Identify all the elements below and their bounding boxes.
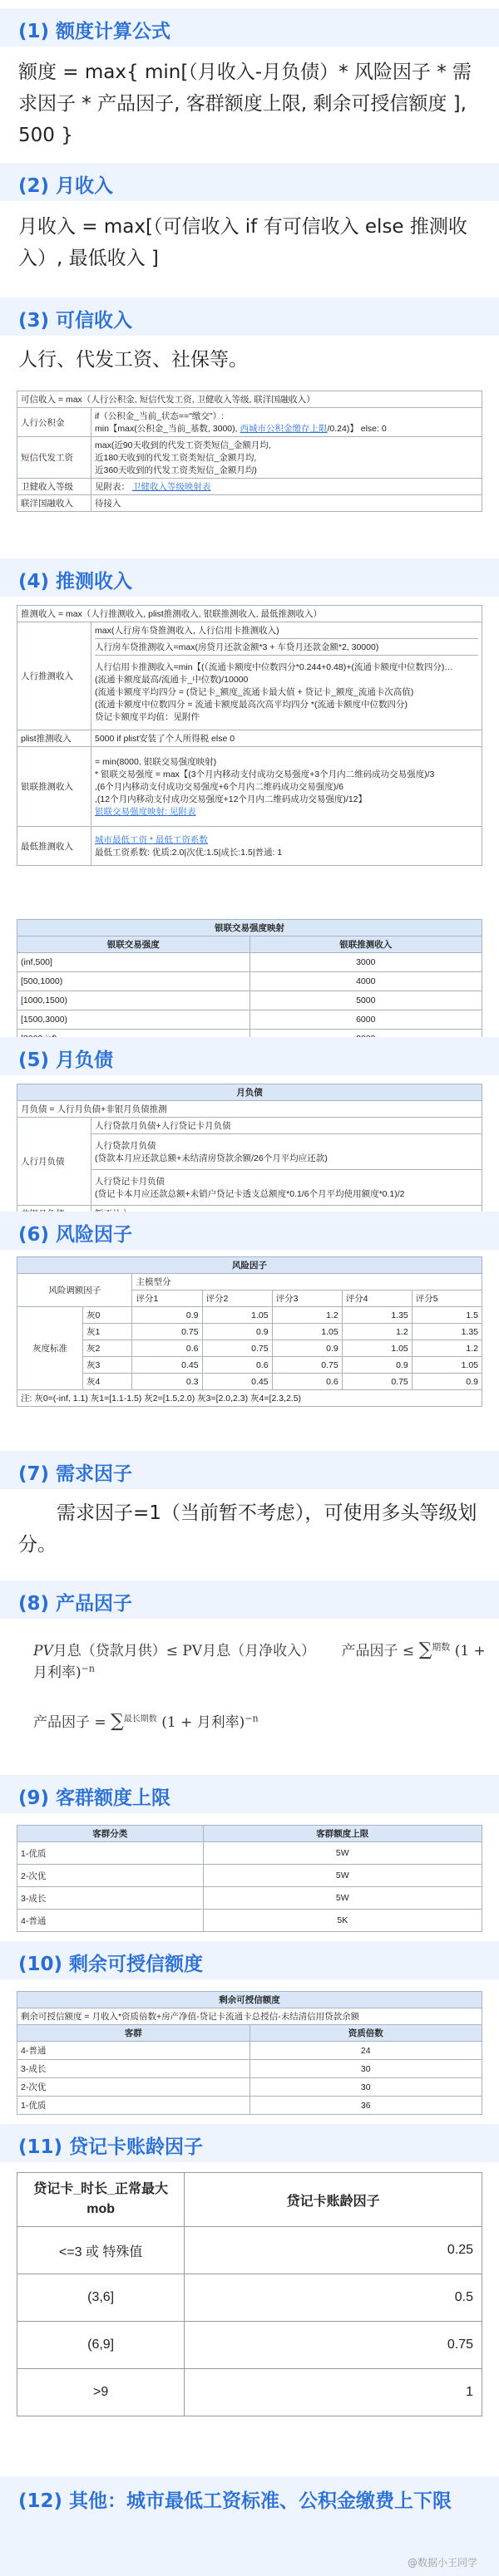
term: 月息（月净收入） — [202, 1643, 316, 1659]
col-header: 评分1 — [132, 1290, 202, 1307]
term: 期数 — [432, 1641, 451, 1653]
cell: 0.9 — [132, 1307, 202, 1324]
cell: 3000 — [250, 953, 482, 972]
cell: 1.5 — [412, 1307, 482, 1324]
cell: 0.9 — [342, 1357, 412, 1374]
section-header-3 — [0, 297, 499, 336]
row-value — [91, 622, 482, 730]
table-title: 剩余可授信额度 — [17, 1992, 482, 2008]
cell: 5K — [203, 1910, 482, 1932]
term: 月息（贷款月供）≤ PV — [52, 1643, 203, 1659]
col-header: 评分5 — [412, 1290, 482, 1307]
table-title: 月负债 — [17, 1084, 482, 1101]
col-header: 资质倍数 — [250, 2025, 482, 2042]
row-value — [91, 1134, 482, 1170]
row-key: 灰1 — [83, 1324, 132, 1340]
cell: 4-普通 — [17, 2042, 250, 2060]
line: 贷记卡额度平均值：见附件 — [95, 712, 200, 722]
col-header: 客群分类 — [17, 1826, 204, 1842]
section-title-3: (3) 可信收入 — [18, 310, 133, 332]
cell: 1 — [185, 2369, 482, 2416]
product-factor-formula-2: 产品因子 = ∑$^{最长期数}$ (1 + 月利率)$^{-n}$ — [33, 1711, 259, 1732]
row-group: 灰度标准 — [17, 1307, 83, 1390]
provident-fund-limit-link[interactable]: 西城市公积金缴存上限 — [240, 424, 328, 434]
term: (1 + 月利率) — [161, 1714, 245, 1731]
section-header-8 — [0, 1581, 499, 1619]
cell: 0.9 — [272, 1340, 342, 1357]
section-title-12: (12) 其他：城市最低工资标准、公积金缴费上下限 — [18, 2490, 452, 2512]
line: (流通卡额度中位数四分 = 流通卡额度最高次高平均四分 *(流通卡额度中位数四分) — [95, 700, 408, 710]
cell: 0.6 — [202, 1357, 272, 1374]
col-header: 评分3 — [272, 1290, 342, 1307]
cell: 30 — [250, 2078, 482, 2097]
cell: 0.25 — [185, 2227, 482, 2274]
term: 最长期数 — [123, 1714, 157, 1724]
row-key: 人行推测收入 — [17, 622, 91, 730]
line: 人行贷款月负债 — [95, 1141, 156, 1151]
term: PV — [33, 1643, 53, 1659]
section-header-10 — [0, 1941, 499, 1979]
row-key: 短信代发工资 — [17, 437, 91, 479]
cell: 1-优质 — [17, 1842, 204, 1865]
col-header: 银联交易强度 — [17, 937, 250, 953]
cell: (3,6] — [17, 2274, 185, 2322]
cell: 0.9 — [202, 1324, 272, 1340]
cell: 5W — [203, 1842, 482, 1865]
cell: 5000 — [250, 991, 482, 1010]
cell: 24 — [250, 2042, 482, 2060]
line: 人行信用卡推测收入=min【(（流通卡额度中位数四分*0.244+0.48)+(流通卡额度中位数四分)… — [95, 655, 478, 673]
line: max(人行房车贷推测收入, 人行信用卡推测收入) — [95, 626, 279, 636]
remaining-credit-table — [17, 1991, 482, 2115]
table-head: 可信收入 = max（人行公积金, 短信代发工资, 卫健收入等级, 联洋国融收入） — [17, 391, 482, 408]
line: 近180天收到的代发工资类短信_金额月均, — [95, 453, 257, 463]
col-header: 客群额度上限 — [203, 1826, 482, 1842]
health-income-map-link[interactable]: 卫健收入等级映射表 — [131, 482, 211, 492]
section-header-7 — [0, 1451, 499, 1489]
cell: [1500,3000) — [17, 1010, 250, 1030]
unionpay-map-table — [17, 919, 482, 1049]
line: = min(8000, 银联交易强度映射) — [95, 757, 217, 767]
cell: 0.6 — [132, 1340, 202, 1357]
min-wage-link[interactable]: 城市最低工资 * 最低工资系数 — [95, 835, 208, 845]
line: 最低工资系数: 优质:2.0|次优:1.5|成长:1.5|普通: 1 — [95, 848, 283, 858]
cell: 2-次优 — [17, 2078, 250, 2097]
row-key: plist推测收入 — [17, 730, 91, 747]
cell: 1-优质 — [17, 2097, 250, 2115]
cell: 5W — [203, 1887, 482, 1910]
formula-text: 额度 = max{ min[（月收入-月负债）* 风险因子 * 需求因子 * 产品因子, 客群额度上限, 剩余可授信额度 ], 500 } — [18, 61, 472, 146]
cell: <=3 或 特殊值 — [17, 2227, 185, 2274]
line: (流通卡额度平均四分 = (贷记卡_额度_流通卡最大值 + 贷记卡_额度_流通卡次高值) — [95, 687, 414, 697]
trusted-income-text: 人行、代发工资、社保等。 — [18, 349, 248, 371]
row-key: 最低推测收入 — [17, 827, 91, 866]
table-head: 月负债 = 人行月负债+非银月负债推测 — [17, 1101, 482, 1118]
row-value — [91, 437, 482, 479]
row-value — [91, 747, 482, 827]
col-header: 贷记卡账龄因子 — [185, 2173, 482, 2227]
cell: 1.2 — [412, 1340, 482, 1357]
cell: 30 — [250, 2060, 482, 2078]
section-header-4 — [0, 558, 499, 597]
section-title-9: (9) 客群额度上限 — [18, 1787, 171, 1809]
section-title-8: (8) 产品因子 — [18, 1593, 133, 1615]
row-key: 灰3 — [83, 1357, 132, 1374]
row-key: 联洋国融收入 — [17, 495, 91, 512]
cell: 4-普通 — [17, 1910, 204, 1932]
term: 产品因子 = — [33, 1714, 111, 1731]
cell: 0.75 — [132, 1324, 202, 1340]
cell: 0.5 — [185, 2274, 482, 2322]
cell: 2-次优 — [17, 1865, 204, 1887]
row-key: 灰2 — [83, 1340, 132, 1357]
row-value — [91, 1170, 482, 1206]
cell: 1.05 — [412, 1357, 482, 1374]
term: 产品因子 ≤ — [341, 1643, 415, 1659]
cell: 0.9 — [412, 1374, 482, 1390]
line: 见附表： — [95, 482, 130, 492]
line: ,(6个月内移动支付成功交易强度+6个月内二维码成功交易强度)/6 — [95, 782, 343, 792]
cell: 0.45 — [202, 1374, 272, 1390]
line: (贷款本月应还款总额+未结清房贷款余额/26个月平均应还款) — [95, 1153, 328, 1163]
table-note: 注: 灰0=(-inf, 1.1) 灰1=[1.1-1.5) 灰2=[1.5,2.0) 灰3=[2.0,2.3) 灰4=[2.3,2.5) — [17, 1390, 482, 1407]
table-title: 风险因子 — [17, 1257, 482, 1274]
row-key: 银联推测收入 — [17, 747, 91, 827]
estimated-income-table — [17, 605, 482, 866]
row-value — [91, 479, 482, 495]
cell: 36 — [250, 2097, 482, 2115]
product-factor-formula-1: PV月息（贷款月供）≤ PV月息（月净收入） 产品因子 ≤ ∑$^{期数}$ (1 + 月利率)$^{-n}$ — [33, 1639, 486, 1681]
cell: [500,1000) — [17, 972, 250, 991]
cell: (6,9] — [17, 2322, 185, 2369]
line: 人行房车贷推测收入=max(房贷月还款金额*3 + 车贷月还款金额*2, 30000) — [95, 638, 478, 653]
table-head: 剩余可授信额度 = 月收入*资质倍数+房产净值-贷记卡流通卡总授信-未结清信用贷款余额 — [17, 2008, 482, 2025]
section-title-2: (2) 月收入 — [18, 175, 114, 197]
line: 近360天收到的代发工资类短信_金额月均) — [95, 465, 257, 475]
line: if（公积金_当前_状态=="缴交"）: — [95, 411, 225, 421]
row-value — [91, 827, 482, 866]
col-header: 风险调额因子 — [17, 1274, 132, 1307]
section-title-4: (4) 推测收入 — [18, 571, 133, 592]
line: 人行贷记卡月负债 — [95, 1177, 165, 1187]
section-header-2 — [0, 163, 499, 201]
section-header-1 — [0, 8, 499, 47]
watermark: @数据小王同学 — [407, 2557, 477, 2569]
cell: 0.75 — [272, 1357, 342, 1374]
section-header-5 — [0, 1037, 499, 1075]
cell: 1.05 — [342, 1340, 412, 1357]
line: * 银联交易强度 = max【(3个月内移动支付成功交易强度+3个月内二维码成功交易强度)/3 — [95, 769, 435, 779]
cell: 0.75 — [342, 1374, 412, 1390]
cell: >9 — [17, 2369, 185, 2416]
cell: 6000 — [250, 1010, 482, 1030]
cell: 0.3 — [132, 1374, 202, 1390]
line: min【max(公积金_当前_基数, 3000), 西城市公积金缴存上限/0.24)】 else: 0 — [95, 424, 387, 434]
section-header-6 — [0, 1212, 499, 1250]
row-key: 灰4 — [83, 1374, 132, 1390]
section-header-9 — [0, 1775, 499, 1813]
cell: 5W — [203, 1865, 482, 1887]
cell: 4000 — [250, 972, 482, 991]
row-key: 灰0 — [83, 1307, 132, 1324]
col-header: 银联推测收入 — [250, 937, 482, 953]
section-title-5: (5) 月负债 — [18, 1050, 114, 1071]
col-header: 评分2 — [202, 1290, 272, 1307]
row-key: 人行公积金 — [17, 408, 91, 437]
cell: [1000,1500) — [17, 991, 250, 1010]
cell: 0.75 — [185, 2322, 482, 2369]
monthly-income-text: 月收入 = max[（可信收入 if 有可信收入 else 推测收入）, 最低收入 ] — [18, 216, 467, 269]
section-title-11: (11) 贷记卡账龄因子 — [18, 2136, 204, 2158]
unionpay-map-link[interactable]: 银联交易强度映射: 见附表 — [95, 807, 196, 817]
section-title-1: (1) 额度计算公式 — [18, 21, 171, 42]
demand-factor-text: 需求因子=1（当前暂不考虑），可使用多头等级划分。 — [18, 1502, 477, 1556]
cell: 1.35 — [342, 1307, 412, 1324]
monthly-debt-table — [17, 1084, 482, 1222]
row-value: 待接入 — [91, 495, 482, 512]
cell: 1.05 — [272, 1324, 342, 1340]
term: (1 + 月利率) — [33, 1643, 486, 1681]
cell: 3-成长 — [17, 1887, 204, 1910]
risk-factor-table — [17, 1256, 482, 1407]
section-title-10: (10) 剩余可授信额度 — [18, 1954, 204, 1975]
cell: 0.75 — [202, 1340, 272, 1357]
row-value: 人行贷款月负债+人行贷记卡月负债 — [91, 1118, 482, 1134]
table-head: 推测收入 = max（人行推测收入, plist推测收入, 银联推测收入, 最低推测收入） — [17, 606, 482, 622]
col-header: 评分4 — [342, 1290, 412, 1307]
line: (流通卡额度最高/流通卡_中位数)/10000 — [95, 675, 249, 685]
col-header: 客群 — [17, 2025, 250, 2042]
section-header-11 — [0, 2124, 499, 2162]
row-value — [91, 408, 482, 437]
row-value: 5000 if plist安装了个人所得税 else 0 — [91, 730, 482, 747]
cell: 1.2 — [272, 1307, 342, 1324]
cell: 1.05 — [202, 1307, 272, 1324]
section-title-6: (6) 风险因子 — [18, 1224, 133, 1246]
row-key: 人行月负债 — [17, 1118, 91, 1206]
trusted-income-table — [17, 391, 482, 512]
cell: 3-成长 — [17, 2060, 250, 2078]
table-title: 银联交易强度映射 — [17, 920, 482, 937]
cell: 0.45 — [132, 1357, 202, 1374]
col-header: 主模型分 — [132, 1274, 482, 1290]
cell: 0.6 — [272, 1374, 342, 1390]
line: max(近90天收到的代发工资类短信_金额月均, — [95, 440, 271, 450]
col-header: 贷记卡_时长_正常最大mob — [17, 2173, 185, 2227]
section-title-7: (7) 需求因子 — [18, 1463, 133, 1485]
cell: 1.35 — [412, 1324, 482, 1340]
card-age-factor-table — [17, 2172, 482, 2416]
row-key: 卫健收入等级 — [17, 479, 91, 495]
cell: 1.2 — [342, 1324, 412, 1340]
line: ,(12个月内移动支付成功交易强度+12个月内二维码成功交易强度)/12】 — [95, 794, 367, 804]
cell: (inf,500] — [17, 953, 250, 972]
line: (贷记卡本月应还款总额+未销户贷记卡透支总额度*0.1/6个月平均使用额度*0.1)/2 — [95, 1189, 405, 1199]
segment-limit-table — [17, 1825, 482, 1932]
